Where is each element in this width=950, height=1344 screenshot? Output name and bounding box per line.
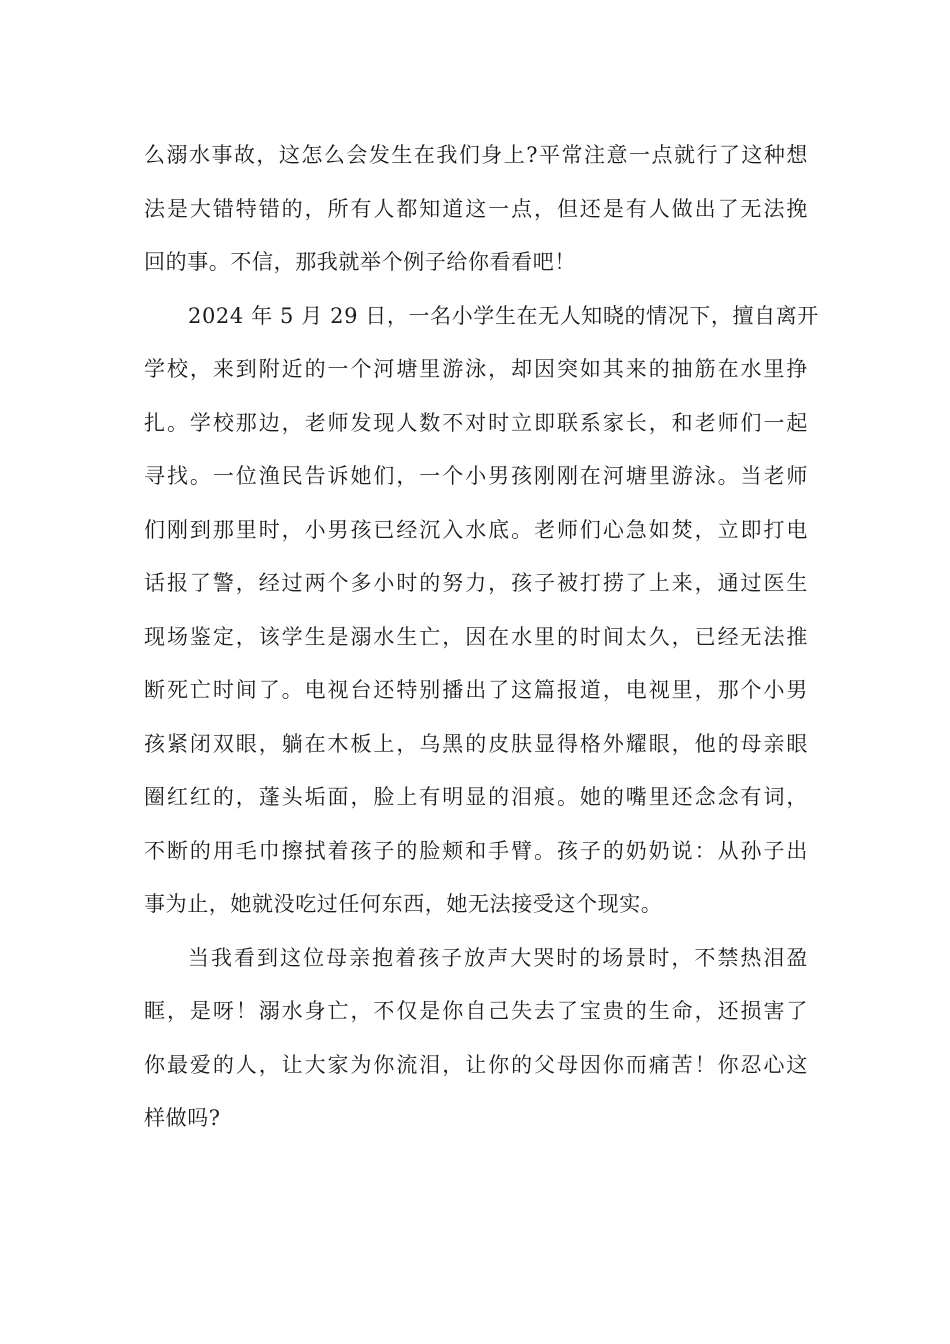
text-line: 话报了警，经过两个多小时的努力，孩子被打捞了上来，通过医生 [144, 571, 808, 595]
paragraph-1 [144, 129, 808, 290]
text-line: 2024 年 5 月 29 日，一名小学生在无人知晓的情况下，擅自离开 [188, 303, 819, 328]
text-line: 你最爱的人，让大家为你流泪，让你的父母因你而痛苦！你忍心这 [144, 1052, 808, 1077]
text-line: 学校，来到附近的一个河塘里游泳，却因突如其来的抽筋在水里挣 [144, 357, 808, 381]
text-line: 样做吗? [144, 1106, 221, 1130]
text-line: 眶，是呀！溺水身亡，不仅是你自己失去了宝贵的生命，还损害了 [144, 999, 808, 1023]
paragraph-2 [144, 290, 819, 932]
document-body [144, 129, 819, 1146]
text-line: 断死亡时间了。电视台还特别播出了这篇报道，电视里，那个小男 [144, 678, 808, 702]
text-line: 孩紧闭双眼，躺在木板上，乌黑的皮肤显得格外耀眼，他的母亲眼 [144, 731, 808, 756]
text-line: 回的事。不信，那我就举个例子给你看看吧！ [144, 250, 576, 274]
text-line: 扎。学校那边，老师发现人数不对时立即联系家长，和老师们一起 [144, 410, 808, 435]
text-line: 寻找。一位渔民告诉她们，一个小男孩刚刚在河塘里游泳。当老师 [144, 464, 808, 488]
text-line: 事为止，她就没吃过任何东西，她无法接受这个现实。 [144, 892, 663, 916]
text-line: 不断的用毛巾擦拭着孩子的脸颊和手臂。孩子的奶奶说：从孙子出 [144, 838, 808, 863]
text-line: 圈红红的，蓬头垢面，脸上有明显的泪痕。她的嘴里还念念有词， [144, 785, 808, 809]
text-line: 么溺水事故，这怎么会发生在我们身上?平常注意一点就行了这种想 [144, 143, 808, 167]
paragraph-3 [144, 932, 808, 1146]
text-line: 们刚到那里时，小男孩已经沉入水底。老师们心急如焚，立即打电 [144, 517, 808, 542]
text-line: 现场鉴定，该学生是溺水生亡，因在水里的时间太久，已经无法推 [144, 624, 808, 649]
text-line: 当我看到这位母亲抱着孩子放声大哭时的场景时，不禁热泪盈 [188, 945, 808, 970]
text-line: 法是大错特错的，所有人都知道这一点，但还是有人做出了无法挽 [144, 196, 808, 221]
